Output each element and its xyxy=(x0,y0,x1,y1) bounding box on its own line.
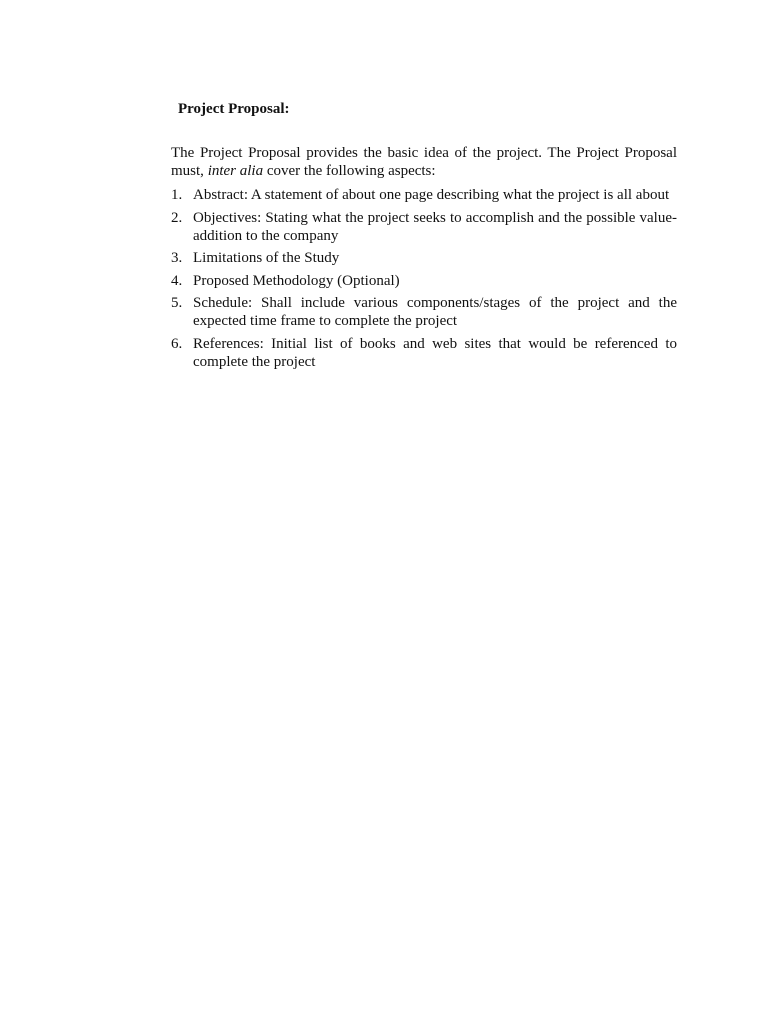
list-item-text: Objectives: Stating what the project seeks to accomplish and the possible value-addition to the company xyxy=(193,209,677,244)
intro-paragraph xyxy=(171,144,677,180)
section-body xyxy=(171,144,677,375)
list-item xyxy=(171,186,677,204)
list-item-number: 3. xyxy=(171,250,183,266)
list-item-text: Proposed Methodology (Optional) xyxy=(193,272,400,289)
list-item xyxy=(171,335,677,371)
list-item-text: Schedule: Shall include various components/stages of the project and the expected time frame to complete the project xyxy=(193,295,677,329)
list-item xyxy=(171,209,677,245)
intro-text-end: cover the following aspects: xyxy=(263,163,436,179)
list-item-text: References: Initial list of books and web sites that would be referenced to complete the project xyxy=(193,335,677,370)
list-item-number: 1. xyxy=(171,187,183,203)
list-item-number: 5. xyxy=(171,295,183,311)
list-item-text: Abstract: A statement of about one page describing what the project is all about xyxy=(193,187,670,203)
list-item xyxy=(171,249,677,267)
list-item xyxy=(171,294,677,330)
list-item xyxy=(171,272,677,290)
intro-italic-phrase: inter alia xyxy=(207,163,264,179)
aspects-list xyxy=(171,186,677,371)
section-heading: Project Proposal: xyxy=(178,101,290,117)
list-item-text: Limitations of the Study xyxy=(193,250,340,266)
intro-text-start: The Project Proposal provides the basic idea of the project. The Project Proposal must, xyxy=(171,145,677,179)
list-item-number: 4. xyxy=(171,272,183,289)
list-item-number: 2. xyxy=(171,209,183,226)
list-item-number: 6. xyxy=(171,335,183,352)
